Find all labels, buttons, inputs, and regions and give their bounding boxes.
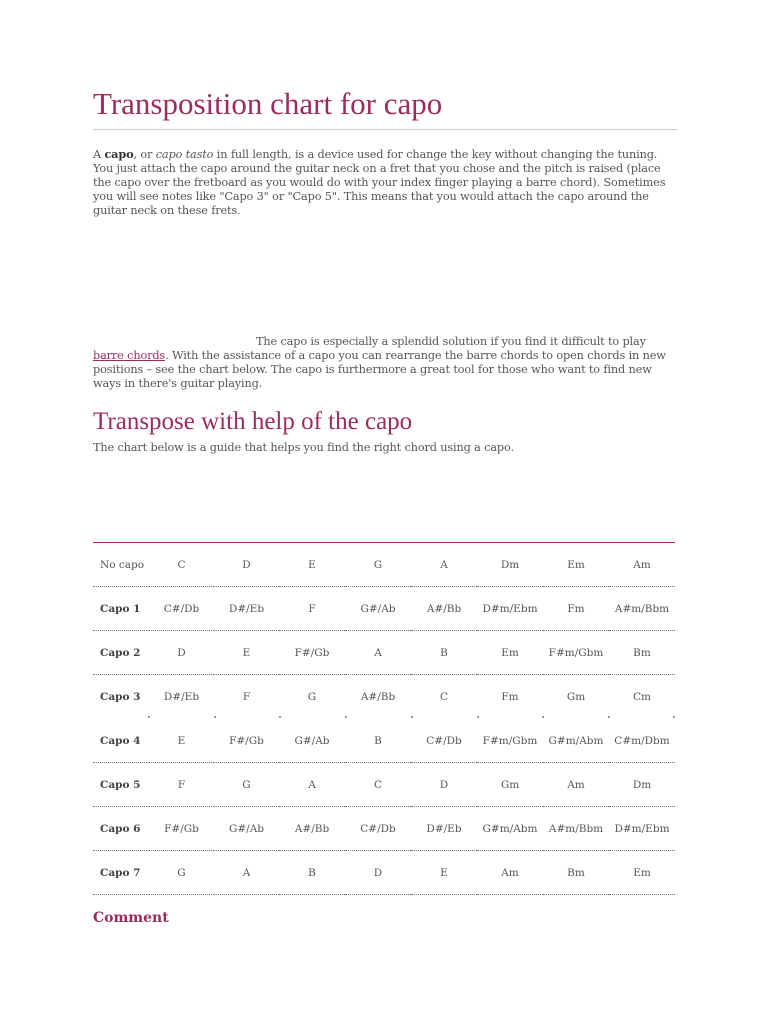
table-cell: B bbox=[411, 631, 477, 675]
table-cell: C bbox=[149, 543, 214, 587]
gap-dot bbox=[673, 716, 675, 718]
table-cell: D#/Eb bbox=[214, 587, 279, 631]
table-cell: D#m/Ebm bbox=[609, 807, 675, 851]
table-cell: Fm bbox=[477, 675, 543, 719]
intro-paragraph bbox=[93, 147, 677, 218]
table-row bbox=[93, 587, 675, 631]
title-divider bbox=[93, 129, 677, 130]
table-cell: G#m/Abm bbox=[477, 807, 543, 851]
table-cell: A#/Bb bbox=[279, 807, 345, 851]
table-cell: D#m/Ebm bbox=[477, 587, 543, 631]
table-cell: Am bbox=[543, 763, 609, 807]
table-row bbox=[93, 631, 675, 675]
table-cell: A#m/Bbm bbox=[609, 587, 675, 631]
table-cell: G#/Ab bbox=[214, 807, 279, 851]
table-cell: Cm bbox=[609, 675, 675, 719]
table-cell: F bbox=[279, 587, 345, 631]
table-cell: F#/Gb bbox=[279, 631, 345, 675]
table-cell: G bbox=[149, 851, 214, 895]
table-cell: A bbox=[411, 543, 477, 587]
table-cell: G#/Ab bbox=[345, 587, 411, 631]
table-cell: Dm bbox=[609, 763, 675, 807]
table-cell: F bbox=[214, 675, 279, 719]
intro-text-a: A bbox=[93, 148, 105, 161]
table-header-row bbox=[93, 543, 675, 587]
table-cell: E bbox=[279, 543, 345, 587]
table-cell: F#/Gb bbox=[149, 807, 214, 851]
intro-text-b: , or bbox=[133, 148, 156, 161]
table-row-header: Capo 5 bbox=[93, 763, 149, 807]
table-cell: Em bbox=[609, 851, 675, 895]
table-row-header: Capo 4 bbox=[93, 719, 149, 763]
table-cell: Em bbox=[543, 543, 609, 587]
table-cell: A bbox=[214, 851, 279, 895]
table-cell: Am bbox=[477, 851, 543, 895]
table-cell: A#/Bb bbox=[345, 675, 411, 719]
table-row bbox=[93, 763, 675, 807]
table-row-header: Capo 6 bbox=[93, 807, 149, 851]
table-cell: D bbox=[411, 763, 477, 807]
table-cell: Am bbox=[609, 543, 675, 587]
table-cell: F bbox=[149, 763, 214, 807]
gap-dot bbox=[279, 716, 281, 718]
comment-link[interactable]: Comment bbox=[93, 910, 169, 926]
gap-dot bbox=[214, 716, 216, 718]
intro-text-c: in full length, is a device used for change the key without changing the tuning. You just attach the capo around the guitar neck on a fret that you chose and the pitch is raised (place the capo over the fretboard as you would do with your index finger playing a barre chord). Sometimes you will see notes like "Capo 3" or "Capo 5". This means that you would attach the capo around the guitar neck on these frets. bbox=[93, 148, 666, 217]
table-cell: A#/Bb bbox=[411, 587, 477, 631]
table-row-header: No capo bbox=[93, 543, 149, 587]
table-cell: D bbox=[345, 851, 411, 895]
table-cell: F#/Gb bbox=[214, 719, 279, 763]
table-row-header: Capo 2 bbox=[93, 631, 149, 675]
table-row bbox=[93, 851, 675, 895]
table-cell: D bbox=[214, 543, 279, 587]
table-cell: Gm bbox=[477, 763, 543, 807]
table-cell: Em bbox=[477, 631, 543, 675]
table-cell: B bbox=[345, 719, 411, 763]
table-cell: G#/Ab bbox=[279, 719, 345, 763]
table-cell: G#m/Abm bbox=[543, 719, 609, 763]
table-cell: D#/Eb bbox=[149, 675, 214, 719]
table-cell: B bbox=[279, 851, 345, 895]
barre-paragraph bbox=[93, 335, 677, 391]
table-cell: D#/Eb bbox=[411, 807, 477, 851]
table-cell: Gm bbox=[543, 675, 609, 719]
table-cell: C#/Db bbox=[345, 807, 411, 851]
table-cell: Dm bbox=[477, 543, 543, 587]
intro-capo-term: capo bbox=[104, 147, 134, 161]
table-cell: A bbox=[279, 763, 345, 807]
gap-dot bbox=[477, 716, 479, 718]
table-cell: G bbox=[279, 675, 345, 719]
table-row-header: Capo 1 bbox=[93, 587, 149, 631]
table-cell: C bbox=[411, 675, 477, 719]
table-cell: E bbox=[411, 851, 477, 895]
table-cell: C#/Db bbox=[149, 587, 214, 631]
table-cell: A#m/Bbm bbox=[543, 807, 609, 851]
row-gap-dots bbox=[93, 716, 675, 720]
barre-chords-link[interactable]: barre chords bbox=[93, 349, 166, 362]
table-cell: E bbox=[149, 719, 214, 763]
table-cell: Fm bbox=[543, 587, 609, 631]
table-cell: D bbox=[149, 631, 214, 675]
table-row bbox=[93, 807, 675, 851]
table-cell: E bbox=[214, 631, 279, 675]
gap-dot bbox=[148, 716, 150, 718]
barre-text-a: The capo is especially a splendid solution if you find it difficult to play bbox=[256, 335, 646, 348]
table-row-header: Capo 7 bbox=[93, 851, 149, 895]
gap-dot bbox=[542, 716, 544, 718]
barre-text-b: . With the assistance of a capo you can rearrange the barre chords to open chords in new positions – see the chart below. The capo is furthermore a great tool for those who want to find new ways in there's guitar playing. bbox=[93, 349, 666, 390]
table-row bbox=[93, 719, 675, 763]
table-cell: Bm bbox=[543, 851, 609, 895]
gap-dot bbox=[411, 716, 413, 718]
section-heading: Transpose with help of the capo bbox=[93, 408, 413, 435]
section-subtitle: The chart below is a guide that helps you find the right chord using a capo. bbox=[93, 441, 514, 454]
gap-dot bbox=[608, 716, 610, 718]
table-row bbox=[93, 675, 675, 719]
table-cell: G bbox=[214, 763, 279, 807]
page-title: Transposition chart for capo bbox=[93, 86, 443, 121]
table-cell: Bm bbox=[609, 631, 675, 675]
table-cell: F#m/Gbm bbox=[477, 719, 543, 763]
gap-dot bbox=[345, 716, 347, 718]
table-cell: C bbox=[345, 763, 411, 807]
table-row-header: Capo 3 bbox=[93, 675, 149, 719]
table-cell: F#m/Gbm bbox=[543, 631, 609, 675]
table-cell: C#/Db bbox=[411, 719, 477, 763]
intro-capo-tasto-term: capo tasto bbox=[155, 148, 214, 161]
table-cell: C#m/Dbm bbox=[609, 719, 675, 763]
table-cell: A bbox=[345, 631, 411, 675]
table-cell: G bbox=[345, 543, 411, 587]
